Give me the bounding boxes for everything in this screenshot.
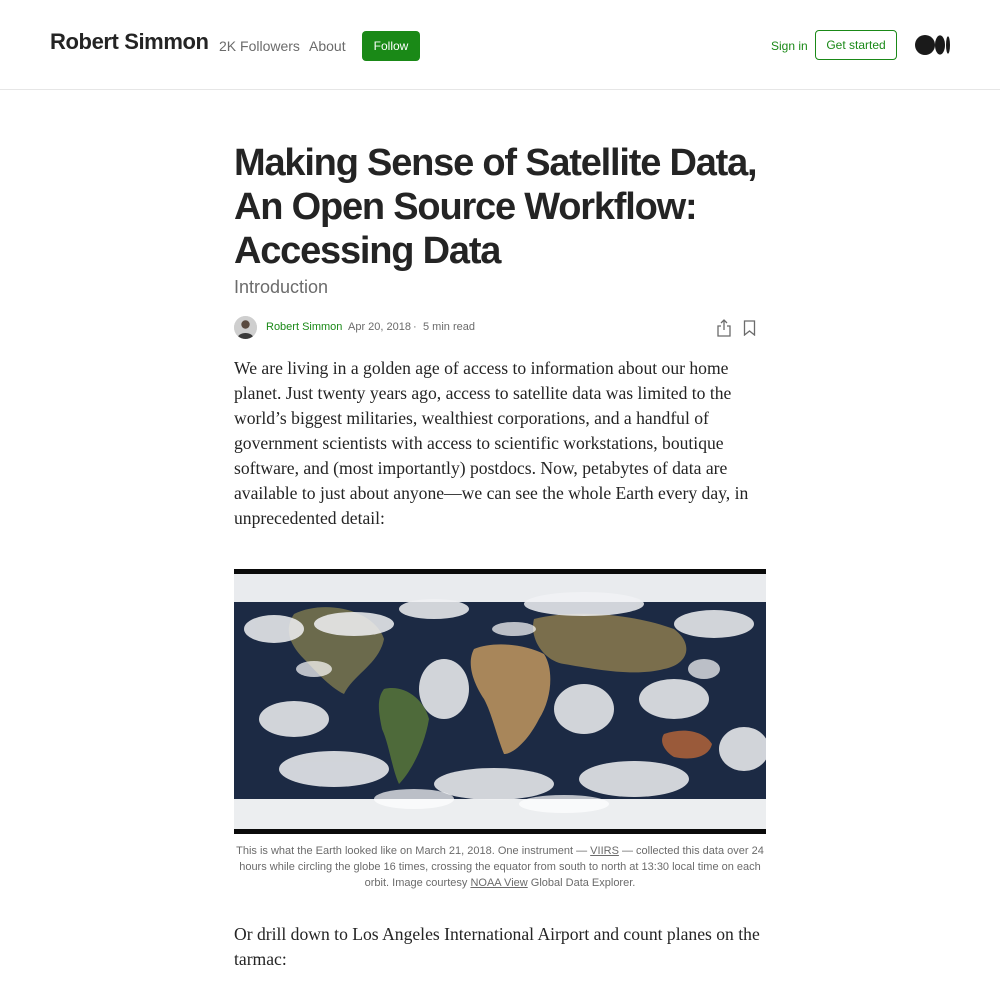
viirs-link[interactable]: VIIRS (590, 845, 619, 857)
caption-text: — collected this data over 24 hours while circling the globe 16 times, crossing the equator from south to north at 13:30 local time on each orbit. Image courtesy (239, 845, 764, 889)
caption-text: Global Data Explorer. (527, 877, 636, 889)
read-time: 5 min read (423, 321, 475, 333)
caption-text: This is what the Earth looked like on March 21, 2018. One instrument — (236, 845, 591, 857)
noaa-view-link[interactable]: NOAA View (470, 877, 528, 889)
sign-in-link[interactable]: Sign in (771, 39, 808, 53)
article-subtitle: Introduction (234, 277, 329, 297)
author-name-link[interactable]: Robert Simmon (266, 321, 343, 333)
get-started-button[interactable]: Get started (815, 30, 897, 60)
publication-brand[interactable]: Robert Simmon (50, 29, 209, 54)
top-navigation-bar (0, 0, 1000, 90)
byline-separator: · (413, 321, 417, 333)
earth-satellite-map (234, 569, 766, 834)
avatar-person-icon (234, 316, 257, 339)
follow-button[interactable]: Follow (362, 31, 420, 61)
article-title: Making Sense of Satellite Data, An Open Source Workflow: Accessing Data (234, 142, 757, 272)
author-avatar[interactable] (234, 316, 257, 339)
share-icon[interactable] (716, 319, 732, 337)
bookmark-icon[interactable] (743, 320, 756, 336)
article-paragraph: Or drill down to Los Angeles International Airport and count planes on the tarmac: (234, 924, 760, 969)
earth-satellite-image[interactable] (234, 569, 766, 834)
about-link[interactable]: About (309, 38, 346, 54)
followers-link[interactable]: 2K Followers (219, 38, 300, 54)
medium-logo-icon[interactable] (915, 34, 951, 56)
article-paragraph: We are living in a golden age of access to information about our home planet. Just twenty years ago, access to satellite data was limited to the world’s biggest militaries, wealthiest corporations, and a handful of government scientists with access to scientific workstations, boutique software, and (most importantly) postdocs. Now, petabytes of data are available to just about anyone—we can see the whole Earth every day, in unprecedented detail: (234, 358, 749, 528)
image-caption (234, 843, 766, 891)
publish-date[interactable]: Apr 20, 2018 (348, 321, 411, 333)
